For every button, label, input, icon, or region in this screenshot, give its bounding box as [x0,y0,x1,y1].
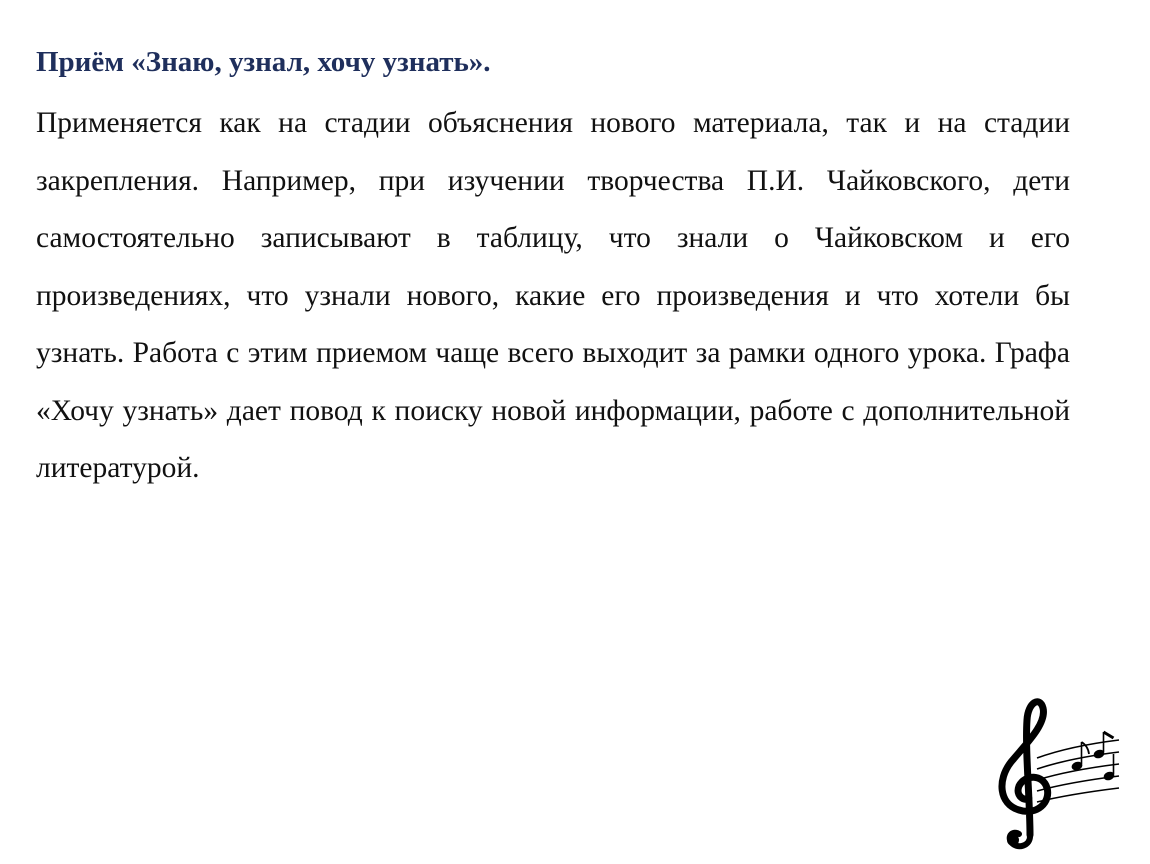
slide-paragraph: Применяется как на стадии объяснения нового материала, так и на стадии закрепления. Например, при изучении творчества П.И. Чайковского, дети самостоятельно записывают в таблицу, что знали о Чайковском и его произведениях, что узнали нового, какие его произведения и что хотели бы узнать. Работа с этим приемом чаще всего выходит за рамки одного урока. Графа «Хочу узнать» дает повод к поиску новой информации, работе с дополнительной литературой. [36,107,1070,484]
clef-shape [1002,702,1048,846]
slide-title: Приём «Знаю, узнал, хочу узнать». [36,46,491,78]
music-notes-icon [1071,732,1115,781]
treble-clef-icon [985,690,1125,850]
